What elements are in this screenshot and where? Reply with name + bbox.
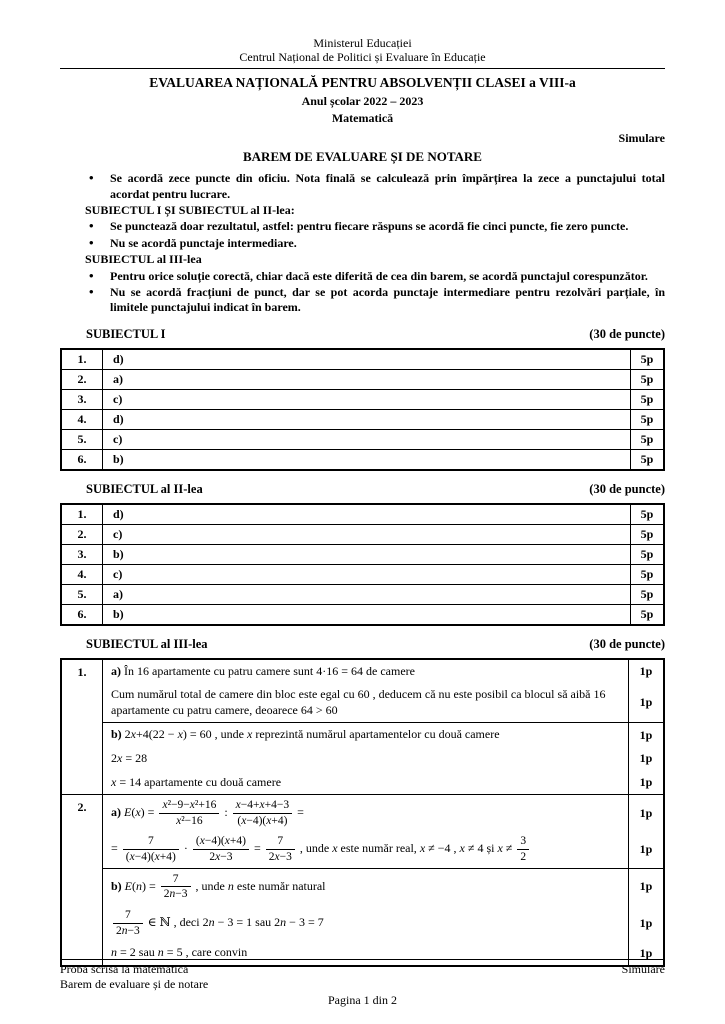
row-points: 5p — [631, 349, 665, 370]
step-points: 1p — [629, 795, 665, 832]
math-expression: n = 5 — [157, 945, 183, 960]
row-answer: c) — [103, 564, 631, 584]
solution-step — [103, 683, 629, 723]
instruction-bullet — [60, 236, 665, 251]
row-number: 6. — [61, 604, 103, 625]
fraction: $\frac{7}{2n-3}$ — [113, 909, 143, 937]
answer-row — [61, 584, 664, 604]
math-expression: 2x = 28 — [111, 750, 148, 765]
answer-row — [61, 389, 664, 409]
fraction: $\frac{(x-4)(x+4)}{2x-3}$ — [193, 835, 249, 863]
footer-divider — [60, 959, 665, 960]
subject1-heading — [60, 327, 665, 342]
math-expression: n = 2 — [111, 945, 136, 960]
solution-step — [103, 771, 629, 795]
bullet-icon: • — [89, 234, 94, 250]
instruction-bullet — [60, 171, 665, 202]
solution-step — [103, 868, 629, 905]
answer-row — [61, 349, 664, 370]
solution-text: și — [483, 841, 498, 856]
fraction: $\frac{\text{x²−9−x²+16}}{\text{x²−16}}$ — [159, 799, 219, 827]
solution-text: , deci — [170, 914, 203, 929]
solution-row — [61, 659, 664, 684]
answer-row — [61, 449, 664, 470]
answer-row — [61, 369, 664, 389]
solution-row — [61, 771, 664, 795]
step-points: 1p — [629, 868, 665, 905]
item-marker: a) — [111, 663, 121, 678]
row-answer: a) — [103, 584, 631, 604]
solution-row — [61, 905, 664, 941]
instructions-list — [60, 171, 665, 315]
instruction-bullet — [60, 285, 665, 316]
instruction-bullet — [60, 269, 665, 284]
instruction-text: Se punctează doar rezultatul, astfel: pentru fiecare răspuns se acordă fie cinci puncte, fie zero puncte. — [110, 219, 629, 234]
page-number: Pagina 1 din 2 — [328, 993, 397, 1007]
solution-step — [103, 831, 629, 868]
school-year: Anul școlar 2022 – 2023 — [301, 93, 424, 108]
fraction: $\frac{7}{2x-3}$ — [266, 835, 295, 863]
solution-text: sau — [135, 945, 158, 960]
document-header — [60, 36, 665, 164]
solution-text: Cum numărul total de camere din bloc este egal cu 60 , deducem că nu este posibil ca blocul să aibă 16 apartamente cu patru camere, deoarece 64 > 60 — [111, 687, 606, 717]
row-answer: b) — [103, 604, 631, 625]
instruction-heading: SUBIECTUL al III-lea — [85, 252, 202, 267]
solution-text: este număr real, — [337, 841, 420, 856]
problem-number: 1. — [61, 659, 103, 795]
solution-text: , unde — [211, 727, 247, 742]
exam-title: EVALUAREA NAȚIONALĂ PENTRU ABSOLVENȚII CLASEI a VIII-a — [149, 74, 576, 90]
solution-text: este număr natural — [233, 878, 326, 893]
math-expression: n — [227, 878, 234, 893]
math-expression: 2n − 3 = 7 — [274, 914, 324, 929]
math-expression: x ≠ −4 — [419, 841, 451, 856]
math-expression: ∈ ℕ — [147, 914, 171, 929]
subject1-title: SUBIECTUL I — [86, 326, 166, 341]
answer-row — [61, 564, 664, 584]
instruction-text: Pentru orice soluție corectă, chiar dacă este diferită de cea din barem, se acordă punctajul corespunzător. — [110, 268, 648, 283]
row-points: 5p — [631, 524, 665, 544]
step-points: 1p — [629, 747, 665, 771]
solution-row — [61, 831, 664, 868]
solution-row — [61, 747, 664, 771]
item-marker: b) — [111, 878, 122, 893]
row-points: 5p — [631, 429, 665, 449]
instruction-text: Se acordă zece puncte din oficiu. Nota finală se calculează prin împărțirea la zece a punctajului total acordat pentru lucrare. — [110, 171, 665, 201]
row-answer: c) — [103, 429, 631, 449]
instruction-bullet — [60, 219, 665, 234]
math-expression: = — [253, 841, 261, 856]
answer-row — [61, 409, 664, 429]
variant-label: Simulare — [618, 130, 665, 145]
solution-row — [61, 683, 664, 723]
item-marker: b) — [111, 727, 122, 742]
solution-step — [103, 905, 629, 941]
solution-text: În 16 apartamente cu patru camere sunt 4·16 = 64 de camere — [121, 663, 415, 678]
footer-exam-name: Probă scrisă la matematică — [60, 962, 189, 976]
fraction: $\frac{3}{2}$ — [517, 835, 529, 863]
answer-row — [61, 504, 664, 525]
solution-text: : — [221, 805, 231, 820]
row-answer: c) — [103, 524, 631, 544]
solution-step — [103, 747, 629, 771]
subject1-points: (30 de puncte) — [589, 326, 665, 341]
math-expression: x ≠ — [497, 841, 513, 856]
solution-text: reprezintă numărul apartamentelor cu două camere — [252, 727, 500, 742]
document-footer — [60, 959, 665, 1008]
step-points: 1p — [629, 659, 665, 684]
row-answer: b) — [103, 449, 631, 470]
row-points: 5p — [631, 409, 665, 429]
math-expression: x — [247, 727, 253, 742]
subject2-table — [60, 503, 665, 626]
row-points: 5p — [631, 544, 665, 564]
row-answer: d) — [103, 349, 631, 370]
row-number: 1. — [61, 504, 103, 525]
math-expression: E(n) = — [124, 878, 156, 893]
bullet-icon: • — [89, 267, 94, 283]
solution-text: , — [450, 841, 460, 856]
row-points: 5p — [631, 369, 665, 389]
fraction: $\frac{x-4+x+4-3}{(x-4)(x+4)}$ — [233, 799, 292, 827]
subject3-points: (30 de puncte) — [589, 636, 665, 651]
solution-row — [61, 868, 664, 905]
step-points: 1p — [629, 723, 665, 747]
step-points: 1p — [629, 683, 665, 723]
bullet-icon: • — [89, 170, 94, 186]
row-number: 5. — [61, 429, 103, 449]
row-number: 2. — [61, 524, 103, 544]
math-expression: 2x+4(22 − x) = 60 — [124, 727, 212, 742]
answer-row — [61, 544, 664, 564]
row-answer: d) — [103, 504, 631, 525]
subject3-table — [60, 658, 665, 967]
row-answer: c) — [103, 389, 631, 409]
instruction-text: Nu se acordă punctaje intermediare. — [110, 235, 297, 250]
math-expression: x ≠ 4 — [459, 841, 484, 856]
math-expression: x — [332, 841, 338, 856]
solution-text: , unde — [296, 841, 333, 856]
fraction: $\frac{7}{(x-4)(x+4)}$ — [123, 835, 179, 863]
solution-row — [61, 795, 664, 832]
subject1-table — [60, 348, 665, 471]
row-number: 4. — [61, 409, 103, 429]
row-points: 5p — [631, 449, 665, 470]
fraction: $\frac{7}{2n-3}$ — [161, 873, 191, 901]
ministry-name: Ministerul Educației — [313, 36, 412, 50]
solution-text: · — [180, 841, 191, 856]
solution-text: apartamente cu două camere — [141, 774, 282, 789]
math-expression: 2n − 3 = 1 — [202, 914, 253, 929]
math-expression: = — [297, 805, 304, 820]
instruction-heading: SUBIECTUL I ȘI SUBIECTUL al II-lea: — [85, 203, 295, 218]
footer-variant: Simulare — [621, 962, 665, 976]
bullet-icon: • — [89, 283, 94, 299]
answer-row — [61, 524, 664, 544]
row-points: 5p — [631, 504, 665, 525]
row-number: 4. — [61, 564, 103, 584]
subject3-title: SUBIECTUL al III-lea — [86, 636, 208, 651]
step-points: 1p — [629, 831, 665, 868]
item-marker: a) — [111, 805, 121, 820]
math-expression: x = 14 — [111, 774, 142, 789]
row-points: 5p — [631, 604, 665, 625]
step-points: 1p — [629, 771, 665, 795]
solution-row — [61, 723, 664, 747]
problem-number: 2. — [61, 795, 103, 966]
center-name: Centrul Național de Politici și Evaluare în Educație — [239, 50, 486, 65]
subject3-heading — [60, 637, 665, 652]
math-expression: = — [111, 841, 118, 856]
row-points: 5p — [631, 389, 665, 409]
row-points: 5p — [631, 564, 665, 584]
step-points: 1p — [629, 905, 665, 941]
instruction-text: Nu se acordă fracțiuni de punct, dar se pot acorda punctaje intermediare pentru rezolvări parțiale, în limitele punctajului indicat în barem. — [110, 284, 665, 315]
row-answer: d) — [103, 409, 631, 429]
row-number: 3. — [61, 544, 103, 564]
subject2-title: SUBIECTUL al II-lea — [86, 481, 203, 496]
footer-doc-name: Barem de evaluare și de notare — [60, 977, 209, 991]
solution-text: sau — [252, 914, 275, 929]
math-expression: E(x) = — [124, 805, 155, 820]
row-number: 6. — [61, 449, 103, 470]
step-points: 1p — [629, 941, 665, 966]
solution-text: , unde — [192, 878, 228, 893]
row-points: 5p — [631, 584, 665, 604]
bullet-icon: • — [89, 218, 94, 234]
row-answer: b) — [103, 544, 631, 564]
answer-row — [61, 429, 664, 449]
answer-row — [61, 604, 664, 625]
solution-step — [103, 795, 629, 832]
row-number: 1. — [61, 349, 103, 370]
row-number: 2. — [61, 369, 103, 389]
solution-step — [103, 659, 629, 684]
solution-step — [103, 723, 629, 747]
row-number: 5. — [61, 584, 103, 604]
header-divider — [60, 68, 665, 69]
row-answer: a) — [103, 369, 631, 389]
subject-name: Matematică — [331, 111, 394, 126]
row-number: 3. — [61, 389, 103, 409]
solution-text: , care convin — [182, 945, 248, 960]
subject2-heading — [60, 482, 665, 497]
barem-title: BAREM DE EVALUARE ȘI DE NOTARE — [243, 148, 482, 164]
subject2-points: (30 de puncte) — [589, 481, 665, 496]
